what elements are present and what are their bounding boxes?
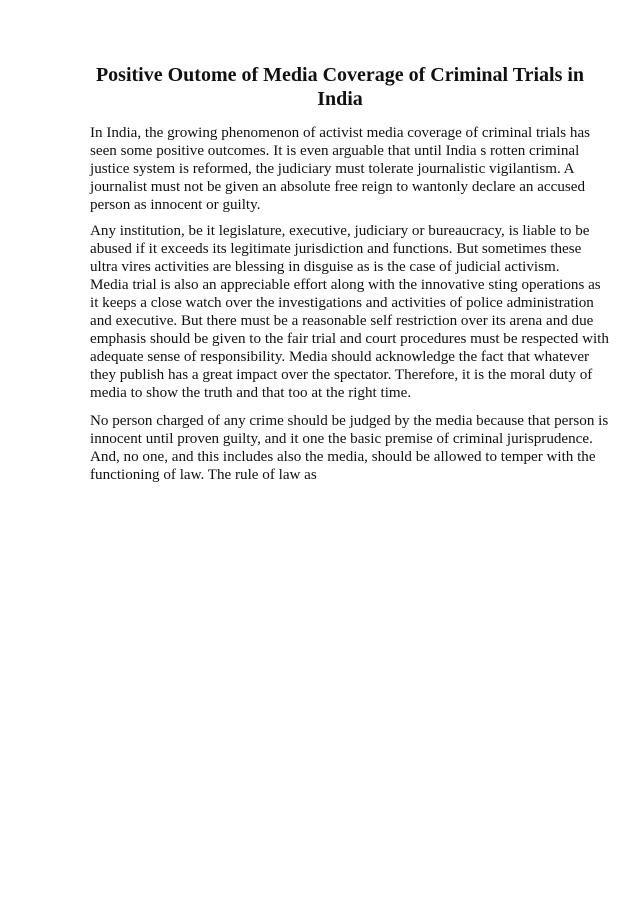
- paragraph-3: [90, 412, 610, 484]
- paragraph-3-line-4: functioning of law. The rule of law as: [90, 467, 317, 483]
- paragraph-3-line-1: No person charged of any crime should be judged by the media because that person is: [90, 413, 609, 429]
- paragraph-2-line-3: ultra vires activities are blessing in disguise as is the case of judicial activism.: [90, 259, 560, 275]
- paragraph-2-line-10: media to show the truth and that too at the right time.: [90, 385, 412, 401]
- title-line-1: Positive Outome of Media Coverage of Criminal Trials in: [95, 64, 585, 86]
- paragraph-1-line-5: person as innocent or guilty.: [90, 197, 261, 213]
- paragraph-1-line-1: In India, the growing phenomenon of activist media coverage of criminal trials has: [90, 125, 591, 141]
- paragraph-2-line-5: it keeps a close watch over the investigations and activities of police administration: [90, 295, 594, 311]
- paragraph-2-line-7: emphasis should be given to the fair trial and court procedures must be respected with: [90, 331, 609, 347]
- paragraph-2-line-4: Media trial is also an appreciable effort along with the innovative sting operations as: [90, 277, 601, 293]
- paragraph-2-line-8: adequate sense of responsibility. Media should acknowledge the fact that whatever: [90, 349, 590, 365]
- paragraph-2-line-6: and executive. But there must be a reasonable self restriction over its arena and due: [90, 313, 594, 329]
- paragraph-2-line-1: Any institution, be it legislature, executive, judiciary or bureaucracy, is liable to be: [90, 223, 590, 239]
- title-line-2: India: [317, 88, 363, 110]
- paragraph-3-line-3: And, no one, and this includes also the media, should be allowed to temper with the: [90, 449, 596, 465]
- paragraph-1: [90, 124, 610, 214]
- paragraph-1-line-4: journalist must not be given an absolute free reign to wantonly declare an accused: [90, 179, 585, 195]
- paragraph-2-line-9: they publish has a great impact over the spectator. Therefore, it is the moral duty of: [90, 367, 593, 383]
- paragraph-2-line-2: abused if it exceeds its legitimate jurisdiction and functions. But sometimes these: [90, 241, 582, 257]
- document-title: [90, 63, 590, 111]
- paragraph-1-line-2: seen some positive outcomes. It is even arguable that until India s rotten criminal: [90, 143, 580, 159]
- paragraph-3-line-2: innocent until proven guilty, and it one the basic premise of criminal jurisprudence.: [90, 431, 593, 447]
- paragraph-1-line-3: justice system is reformed, the judiciary must tolerate journalistic vigilantism. A: [90, 161, 575, 177]
- paragraph-2: [90, 222, 610, 402]
